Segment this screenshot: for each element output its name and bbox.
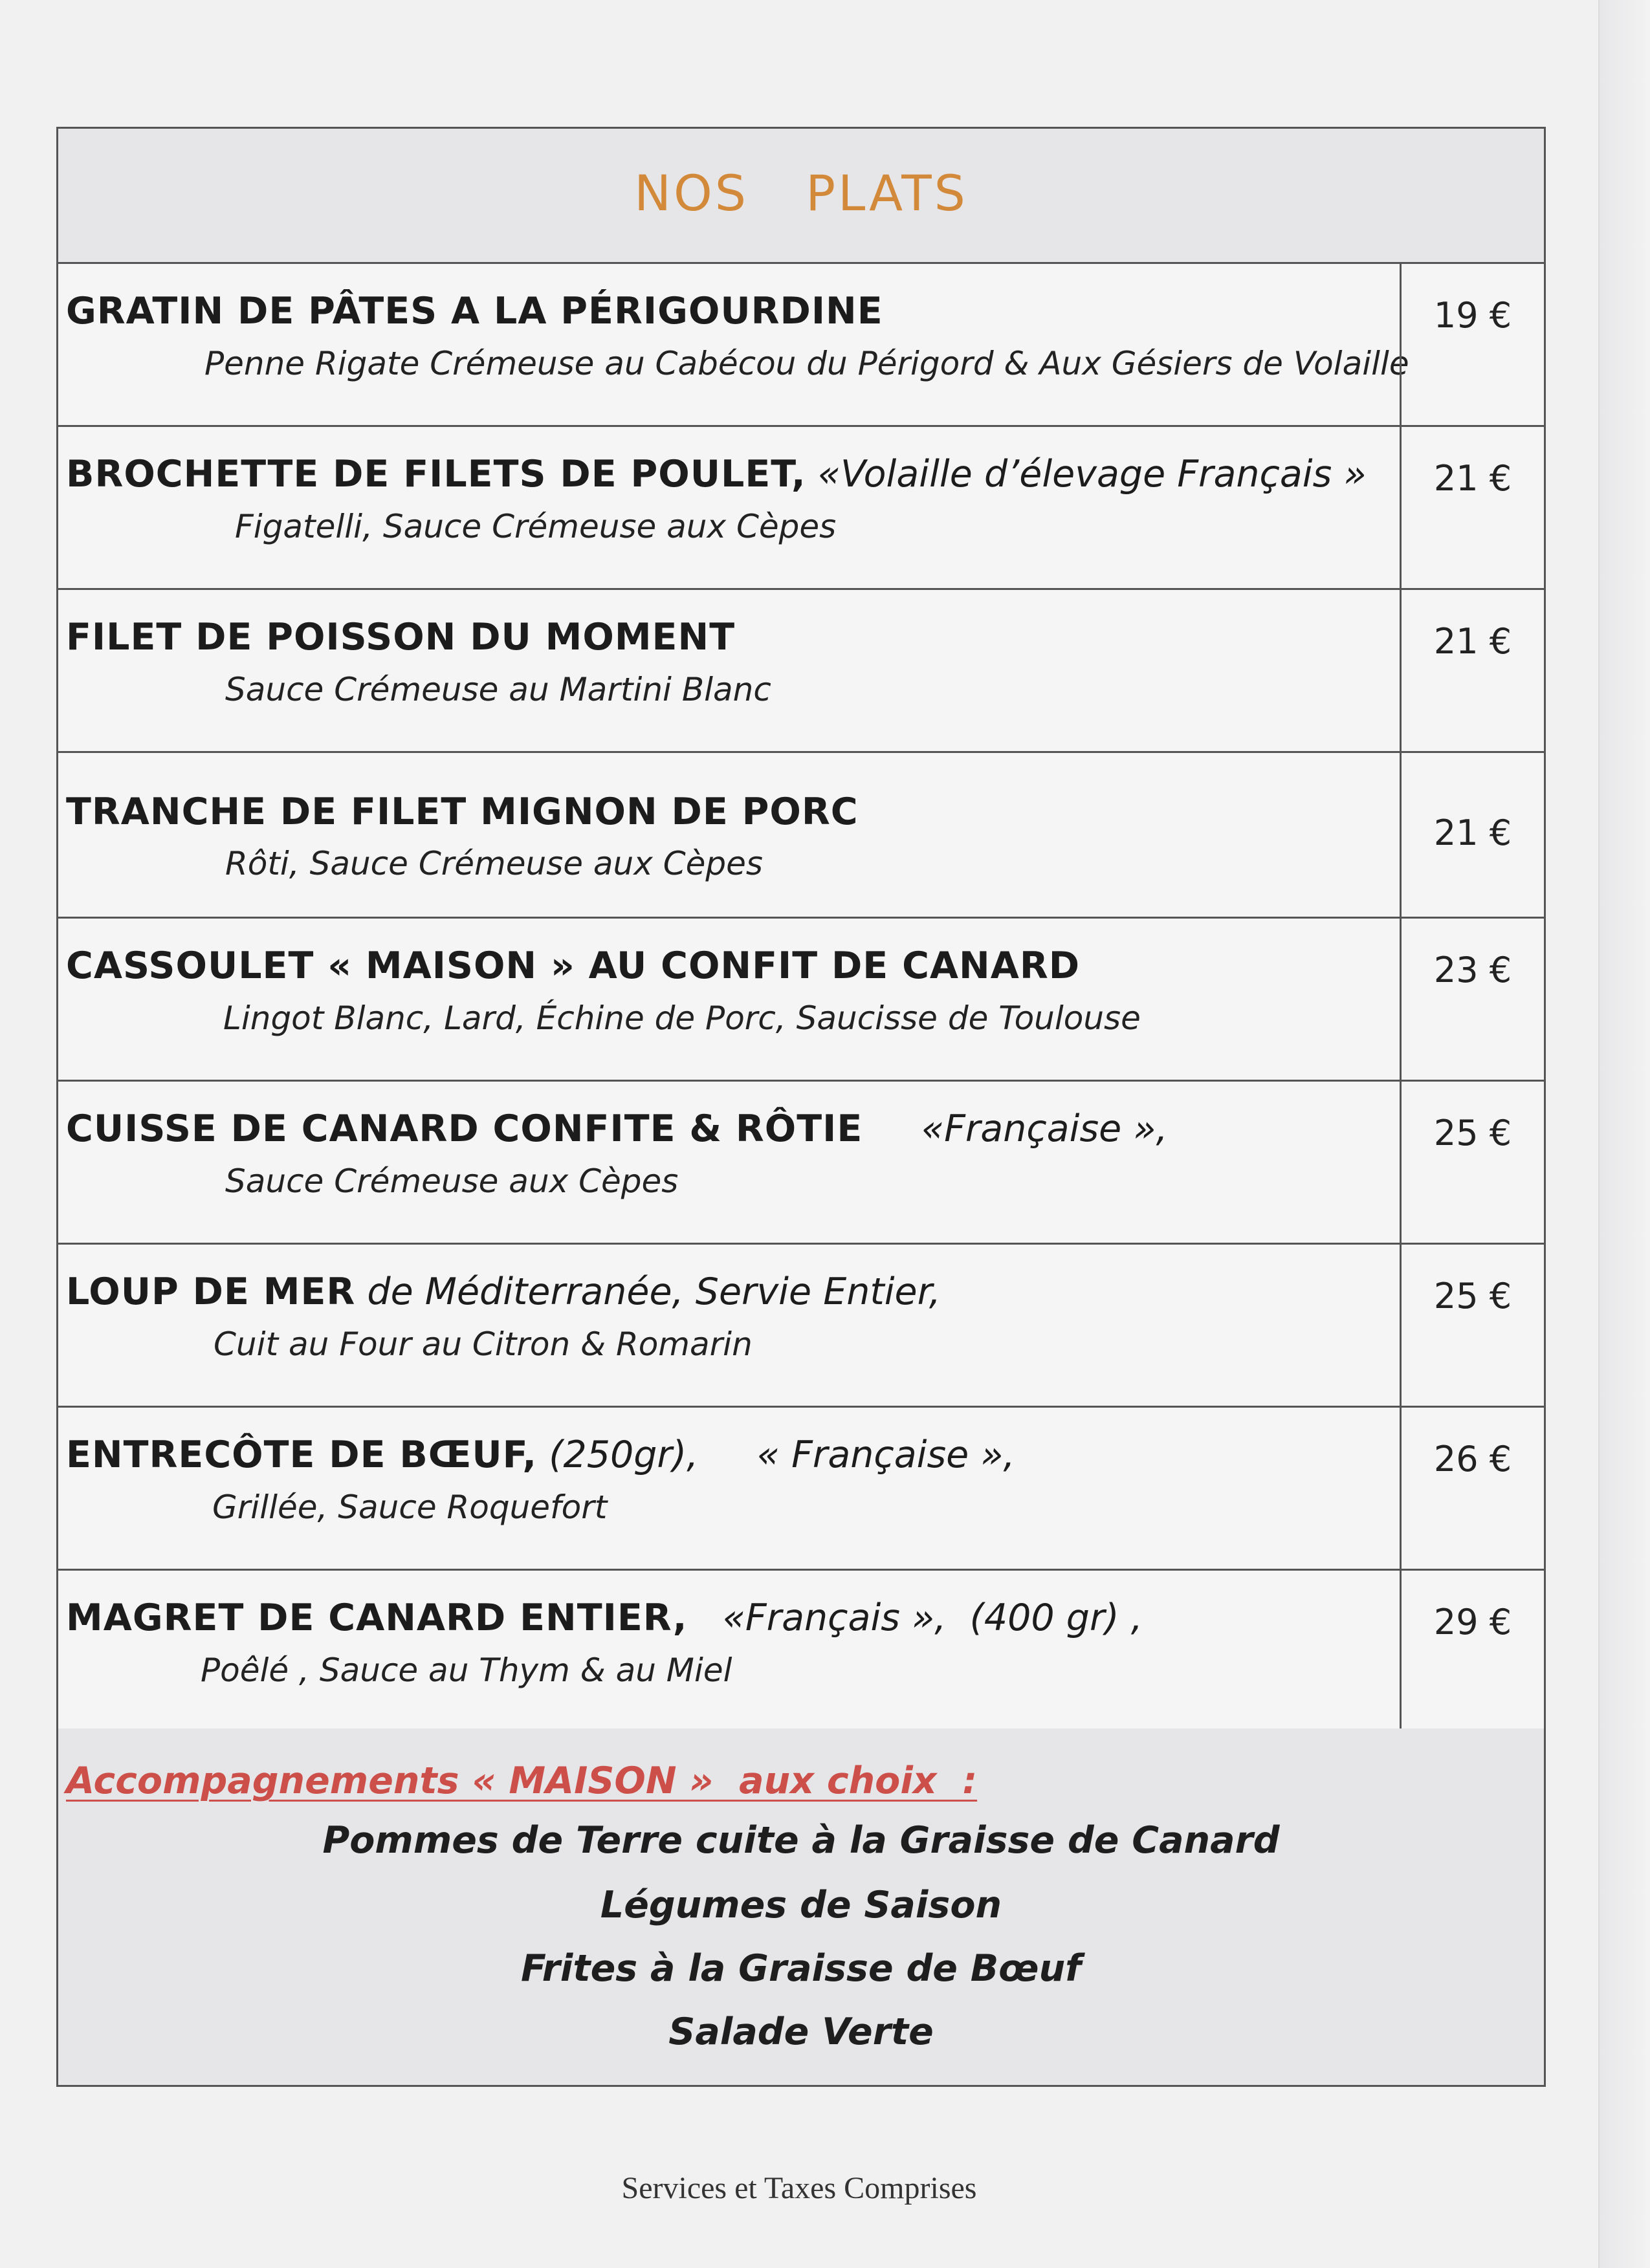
dish-row xyxy=(58,590,1544,753)
dish-description: Figatelli, Sauce Crémeuse aux Cèpes xyxy=(235,508,837,545)
accompaniments-title: Accompagnements « MAISON » aux choix : xyxy=(66,1760,978,1802)
price-cell xyxy=(1400,1082,1544,1243)
dish-price: 21 € xyxy=(1433,621,1512,662)
dish-price: 23 € xyxy=(1433,950,1512,990)
dish-name: CASSOULET « MAISON » AU CONFIT DE CANARD xyxy=(66,944,1081,987)
dish-line xyxy=(66,1270,941,1313)
dish-row xyxy=(58,753,1544,919)
price-cell xyxy=(1400,1408,1544,1569)
price-cell xyxy=(1400,427,1544,588)
dish-name: GRATIN DE PÂTES A LA PÉRIGOURDINE xyxy=(66,290,883,333)
price-cell xyxy=(1400,590,1544,751)
dish-extra: «Français », (400 gr) , xyxy=(687,1597,1143,1639)
accompaniment-item: Salade Verte xyxy=(668,2011,934,2053)
dish-extra: (250gr), « Française », xyxy=(537,1434,1015,1476)
dish-row xyxy=(58,1245,1544,1408)
dish-row xyxy=(58,427,1544,590)
dish-name: TRANCHE DE FILET MIGNON DE PORC xyxy=(66,791,859,833)
dish-row xyxy=(58,1408,1544,1571)
dish-line xyxy=(66,616,735,659)
dish-row xyxy=(58,264,1544,427)
dish-price: 25 € xyxy=(1433,1113,1512,1153)
dish-extra: de Méditerranée, Servie Entier, xyxy=(355,1270,941,1313)
dish-price: 21 € xyxy=(1433,458,1512,499)
dish-extra: «Française », xyxy=(863,1107,1168,1150)
dish-description: Grillée, Sauce Roquefort xyxy=(212,1488,608,1526)
dish-description: Lingot Blanc, Lard, Échine de Porc, Saucisse de Toulouse xyxy=(223,999,1141,1037)
dish-row xyxy=(58,919,1544,1082)
title-band xyxy=(58,129,1544,264)
dish-description: Sauce Crémeuse aux Cèpes xyxy=(225,1162,679,1200)
dish-description: Penne Rigate Crémeuse au Cabécou du Périgord & Aux Gésiers de Volaille xyxy=(204,345,1409,382)
dish-line xyxy=(66,1597,1143,1639)
accompaniment-item: Pommes de Terre cuite à la Graisse de Canard xyxy=(322,1819,1280,1862)
price-cell xyxy=(1400,1245,1544,1406)
page-edge xyxy=(1598,0,1650,2268)
accompaniment-item: Frites à la Graisse de Bœuf xyxy=(521,1947,1081,1990)
price-cell xyxy=(1400,1571,1544,1728)
price-cell xyxy=(1400,919,1544,1080)
dish-line xyxy=(66,1107,1168,1150)
dish-row xyxy=(58,1082,1544,1245)
dish-name: CUISSE DE CANARD CONFITE & RÔTIE xyxy=(66,1107,863,1150)
dish-row xyxy=(58,1571,1544,1730)
footer-note: Services et Taxes Comprises xyxy=(621,2171,977,2205)
dish-name: FILET DE POISSON DU MOMENT xyxy=(66,616,736,659)
dish-price: 21 € xyxy=(1433,812,1512,853)
dish-price: 19 € xyxy=(1433,295,1512,336)
dish-description: Rôti, Sauce Crémeuse aux Cèpes xyxy=(225,845,763,882)
dish-name: MAGRET DE CANARD ENTIER, xyxy=(66,1597,688,1639)
accompaniments-section xyxy=(58,1728,1544,2085)
price-cell xyxy=(1400,753,1544,917)
dish-name: ENTRECÔTE DE BŒUF, xyxy=(66,1434,538,1476)
dish-price: 29 € xyxy=(1433,1602,1512,1642)
dish-name: LOUP DE MER xyxy=(66,1270,356,1313)
dish-price: 26 € xyxy=(1433,1439,1512,1479)
menu-title: NOS PLATS xyxy=(634,164,968,222)
dish-line xyxy=(66,1434,1015,1476)
dish-description: Cuit au Four au Citron & Romarin xyxy=(214,1325,753,1363)
dish-name: BROCHETTE DE FILETS DE POULET, xyxy=(66,453,806,496)
dish-description: Sauce Crémeuse au Martini Blanc xyxy=(225,671,771,708)
dish-description: Poêlé , Sauce au Thym & au Miel xyxy=(201,1652,732,1689)
accompaniment-item: Légumes de Saison xyxy=(600,1884,1002,1926)
price-cell xyxy=(1400,264,1544,425)
dish-price: 25 € xyxy=(1433,1276,1512,1316)
dish-line xyxy=(66,453,1367,496)
dish-line xyxy=(66,290,883,333)
dish-extra: «Volaille d’élevage Français » xyxy=(806,453,1367,496)
dish-line xyxy=(66,791,859,833)
dish-line xyxy=(66,944,1080,987)
menu-table xyxy=(56,127,1546,2087)
